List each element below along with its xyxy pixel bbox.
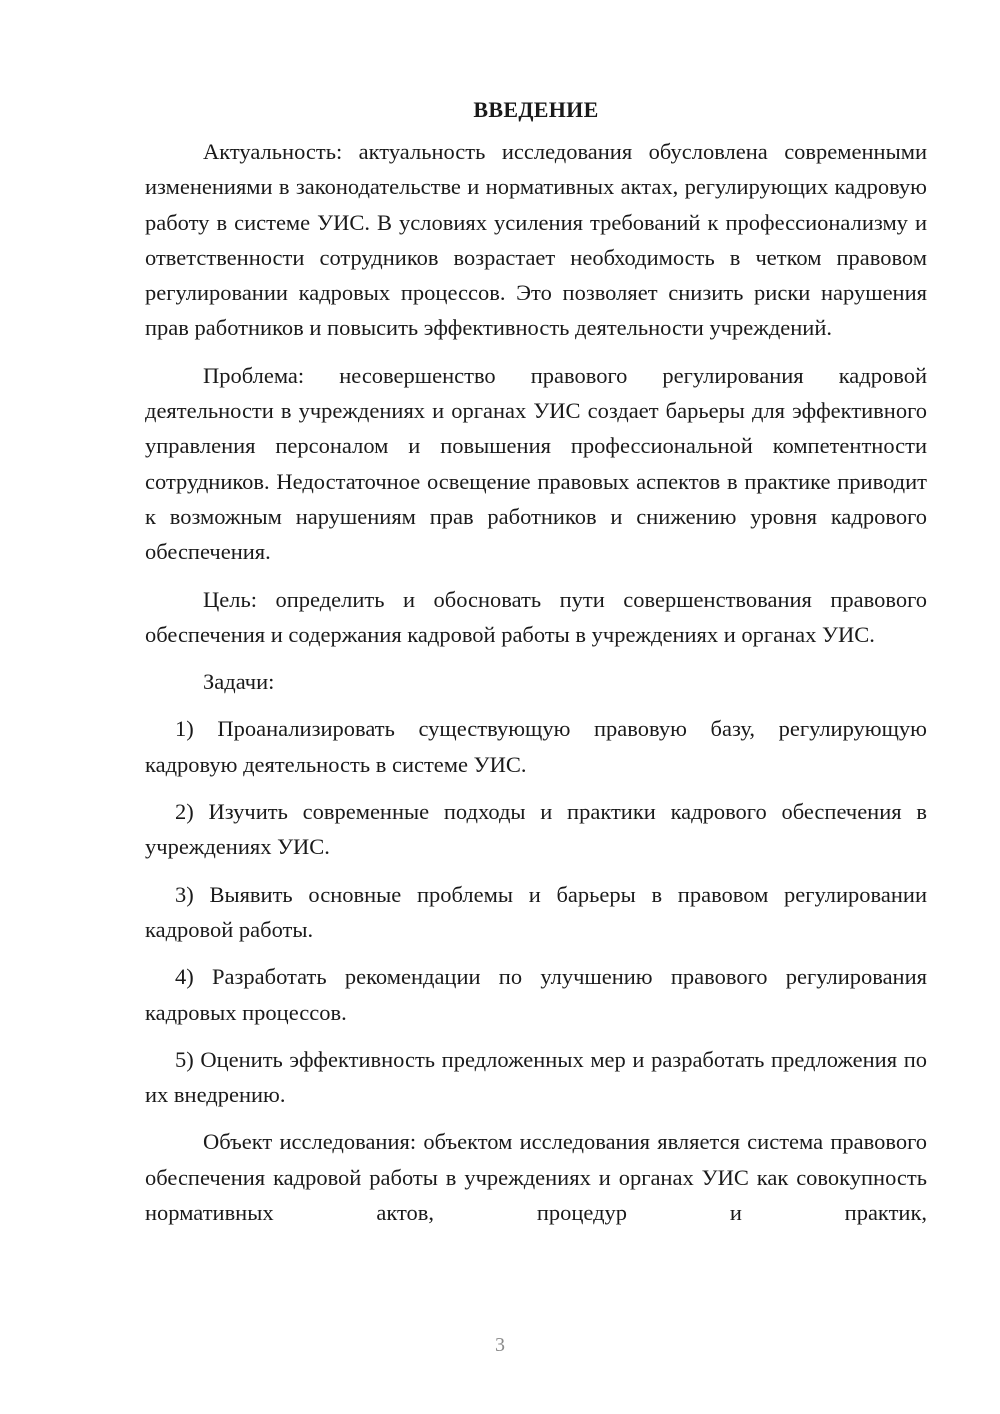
object-paragraph: Объект исследования: объектом исследования является система правового обеспечения кадровой работы в учреждениях и органах УИС как совокупность нормативных актов, процедур и практик, bbox=[145, 1129, 927, 1226]
task-item-3: 3) Выявить основные проблемы и барьеры в правовом регулировании кадровой работы. bbox=[145, 881, 927, 942]
section-heading: ВВЕДЕНИЕ bbox=[473, 97, 599, 122]
task-item-1: 1) Проанализировать существующую правовую базу, регулирующую кадровую деятельность в системе УИС. bbox=[145, 716, 927, 777]
document-page bbox=[145, 96, 927, 1230]
task-item-5: 5) Оценить эффективность предложенных мер и разработать предложения по их внедрению. bbox=[145, 1046, 927, 1108]
page-number: 3 bbox=[495, 1334, 505, 1356]
relevance-paragraph: Актуальность: актуальность исследования обусловлена современными изменениями в законодательстве и нормативных актах, регулирующих кадровую работу в системе УИС. В условиях усиления требований к профессионализму и ответственности сотрудников возрастает необходимость в четком правовом регулировании кадровых процессов. Это позволяет снизить риски нарушения прав работников и повысить эффективность деятельности учреждений. bbox=[145, 139, 927, 341]
goal-paragraph: Цель: определить и обосновать пути совершенствования правового обеспечения и содержания кадровой работы в учреждениях и органах УИС. bbox=[145, 586, 927, 647]
task-item-2: 2) Изучить современные подходы и практики кадрового обеспечения в учреждениях УИС. bbox=[145, 799, 927, 860]
task-item-4: 4) Разработать рекомендации по улучшению правового регулирования кадровых процессов. bbox=[145, 964, 927, 1025]
problem-paragraph: Проблема: несовершенство правового регулирования кадровой деятельности в учреждениях и органах УИС создает барьеры для эффективного управления персоналом и повышения профессиональной компетентности сотрудников. Недостаточное освещение правовых аспектов в практике приводит к возможным нарушениям прав работников и снижению уровня кадрового обеспечения. bbox=[145, 362, 927, 565]
tasks-label: Задачи: bbox=[203, 669, 275, 695]
